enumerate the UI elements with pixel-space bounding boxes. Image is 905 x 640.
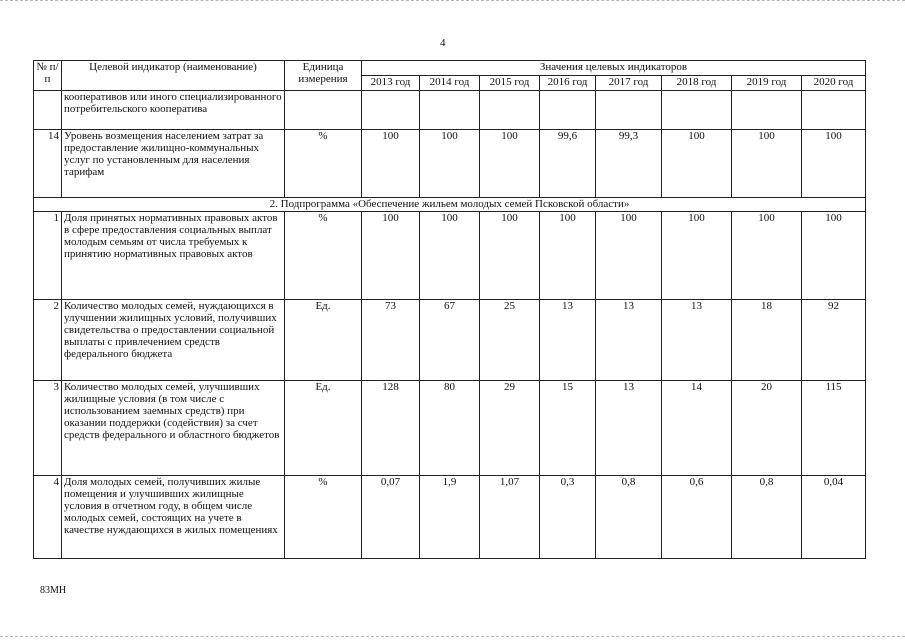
header-year: 2013 год bbox=[362, 76, 420, 91]
value-cell: 115 bbox=[802, 381, 866, 476]
header-year: 2018 год bbox=[662, 76, 732, 91]
value-cell: 15 bbox=[540, 381, 596, 476]
empty-cell bbox=[802, 91, 866, 130]
value-cell: 29 bbox=[480, 381, 540, 476]
value-cell: 100 bbox=[362, 130, 420, 198]
continuation-row bbox=[34, 91, 866, 130]
value-cell: 14 bbox=[662, 381, 732, 476]
row-number: 14 bbox=[34, 130, 62, 198]
value-cell: 0,8 bbox=[732, 476, 802, 559]
section-row bbox=[34, 198, 866, 212]
empty-cell bbox=[420, 91, 480, 130]
value-cell: 100 bbox=[662, 212, 732, 300]
value-cell: 0,6 bbox=[662, 476, 732, 559]
value-cell: 13 bbox=[596, 300, 662, 381]
unit-cell: % bbox=[285, 476, 362, 559]
value-cell: 128 bbox=[362, 381, 420, 476]
indicator-name: Количество молодых семей, нуждающихся в улучшении жилищных условий, получивших свидетельства о предоставлении социальной выплаты с привлечением средств федерального бюджета bbox=[62, 300, 285, 381]
value-cell: 100 bbox=[732, 212, 802, 300]
continuation-text: кооперативов или иного специализированного потребительского кооператива bbox=[62, 91, 285, 130]
value-cell: 67 bbox=[420, 300, 480, 381]
empty-cell bbox=[662, 91, 732, 130]
target-indicators-table bbox=[33, 60, 866, 559]
value-cell: 100 bbox=[540, 212, 596, 300]
header-values-group: Значения целевых индикаторов bbox=[362, 61, 866, 76]
value-cell: 100 bbox=[732, 130, 802, 198]
value-cell: 13 bbox=[540, 300, 596, 381]
value-cell: 13 bbox=[596, 381, 662, 476]
row-number: 3 bbox=[34, 381, 62, 476]
row-number: 4 bbox=[34, 476, 62, 559]
row-number: 1 bbox=[34, 212, 62, 300]
value-cell: 20 bbox=[732, 381, 802, 476]
value-cell: 18 bbox=[732, 300, 802, 381]
value-cell: 0,3 bbox=[540, 476, 596, 559]
unit-cell: % bbox=[285, 212, 362, 300]
empty-cell bbox=[285, 91, 362, 130]
header-year: 2019 год bbox=[732, 76, 802, 91]
header-year: 2014 год bbox=[420, 76, 480, 91]
value-cell: 73 bbox=[362, 300, 420, 381]
header-unit: Единица измерения bbox=[285, 61, 362, 91]
value-cell: 99,3 bbox=[596, 130, 662, 198]
value-cell: 0,8 bbox=[596, 476, 662, 559]
header-year: 2015 год bbox=[480, 76, 540, 91]
value-cell: 80 bbox=[420, 381, 480, 476]
indicator-name: Уровень возмещения населением затрат за предоставление жилищно-коммунальных услуг по установленным для населения тарифам bbox=[62, 130, 285, 198]
empty-cell bbox=[540, 91, 596, 130]
indicator-name: Доля молодых семей, получивших жилые помещения и улучшивших жилищные условия в отчетном году, в общем числе молодых семей, состоящих на учете в качестве нуждающихся в жилых помещениях bbox=[62, 476, 285, 559]
value-cell: 99,6 bbox=[540, 130, 596, 198]
value-cell: 100 bbox=[802, 212, 866, 300]
page-bottom-edge bbox=[0, 636, 905, 638]
value-cell: 100 bbox=[420, 212, 480, 300]
unit-cell: % bbox=[285, 130, 362, 198]
page-top-edge bbox=[0, 0, 905, 2]
header-year: 2016 год bbox=[540, 76, 596, 91]
value-cell: 1,9 bbox=[420, 476, 480, 559]
indicator-name: Количество молодых семей, улучшивших жилищные условия (в том числе с использованием заемных средств) при оказании поддержки (содействия) за счет средств федерального и областного бюджетов bbox=[62, 381, 285, 476]
table-row bbox=[34, 476, 866, 559]
table-row bbox=[34, 300, 866, 381]
value-cell: 0,04 bbox=[802, 476, 866, 559]
value-cell: 100 bbox=[480, 212, 540, 300]
value-cell: 100 bbox=[480, 130, 540, 198]
continuation-num bbox=[34, 91, 62, 130]
unit-cell: Ед. bbox=[285, 300, 362, 381]
header-indicator-name: Целевой индикатор (наименование) bbox=[62, 61, 285, 91]
value-cell: 25 bbox=[480, 300, 540, 381]
header-num: № п/п bbox=[34, 61, 62, 91]
indicator-name: Доля принятых нормативных правовых актов в сфере предоставления социальных выплат молодым семьям от числа требуемых к принятию нормативных правовых актов bbox=[62, 212, 285, 300]
section-title: 2. Подпрограмма «Обеспечение жильем молодых семей Псковской области» bbox=[34, 198, 866, 212]
header-year: 2017 год bbox=[596, 76, 662, 91]
header-row-top bbox=[34, 61, 866, 76]
unit-cell: Ед. bbox=[285, 381, 362, 476]
footer-code: 83МН bbox=[40, 585, 67, 596]
empty-cell bbox=[732, 91, 802, 130]
value-cell: 0,07 bbox=[362, 476, 420, 559]
empty-cell bbox=[362, 91, 420, 130]
empty-cell bbox=[480, 91, 540, 130]
value-cell: 100 bbox=[596, 212, 662, 300]
value-cell: 100 bbox=[362, 212, 420, 300]
value-cell: 100 bbox=[420, 130, 480, 198]
value-cell: 13 bbox=[662, 300, 732, 381]
value-cell: 1,07 bbox=[480, 476, 540, 559]
table-row bbox=[34, 212, 866, 300]
empty-cell bbox=[596, 91, 662, 130]
header-year: 2020 год bbox=[802, 76, 866, 91]
value-cell: 100 bbox=[802, 130, 866, 198]
table-row bbox=[34, 130, 866, 198]
row-number: 2 bbox=[34, 300, 62, 381]
value-cell: 100 bbox=[662, 130, 732, 198]
page-number: 4 bbox=[440, 37, 446, 49]
value-cell: 92 bbox=[802, 300, 866, 381]
table-row bbox=[34, 381, 866, 476]
